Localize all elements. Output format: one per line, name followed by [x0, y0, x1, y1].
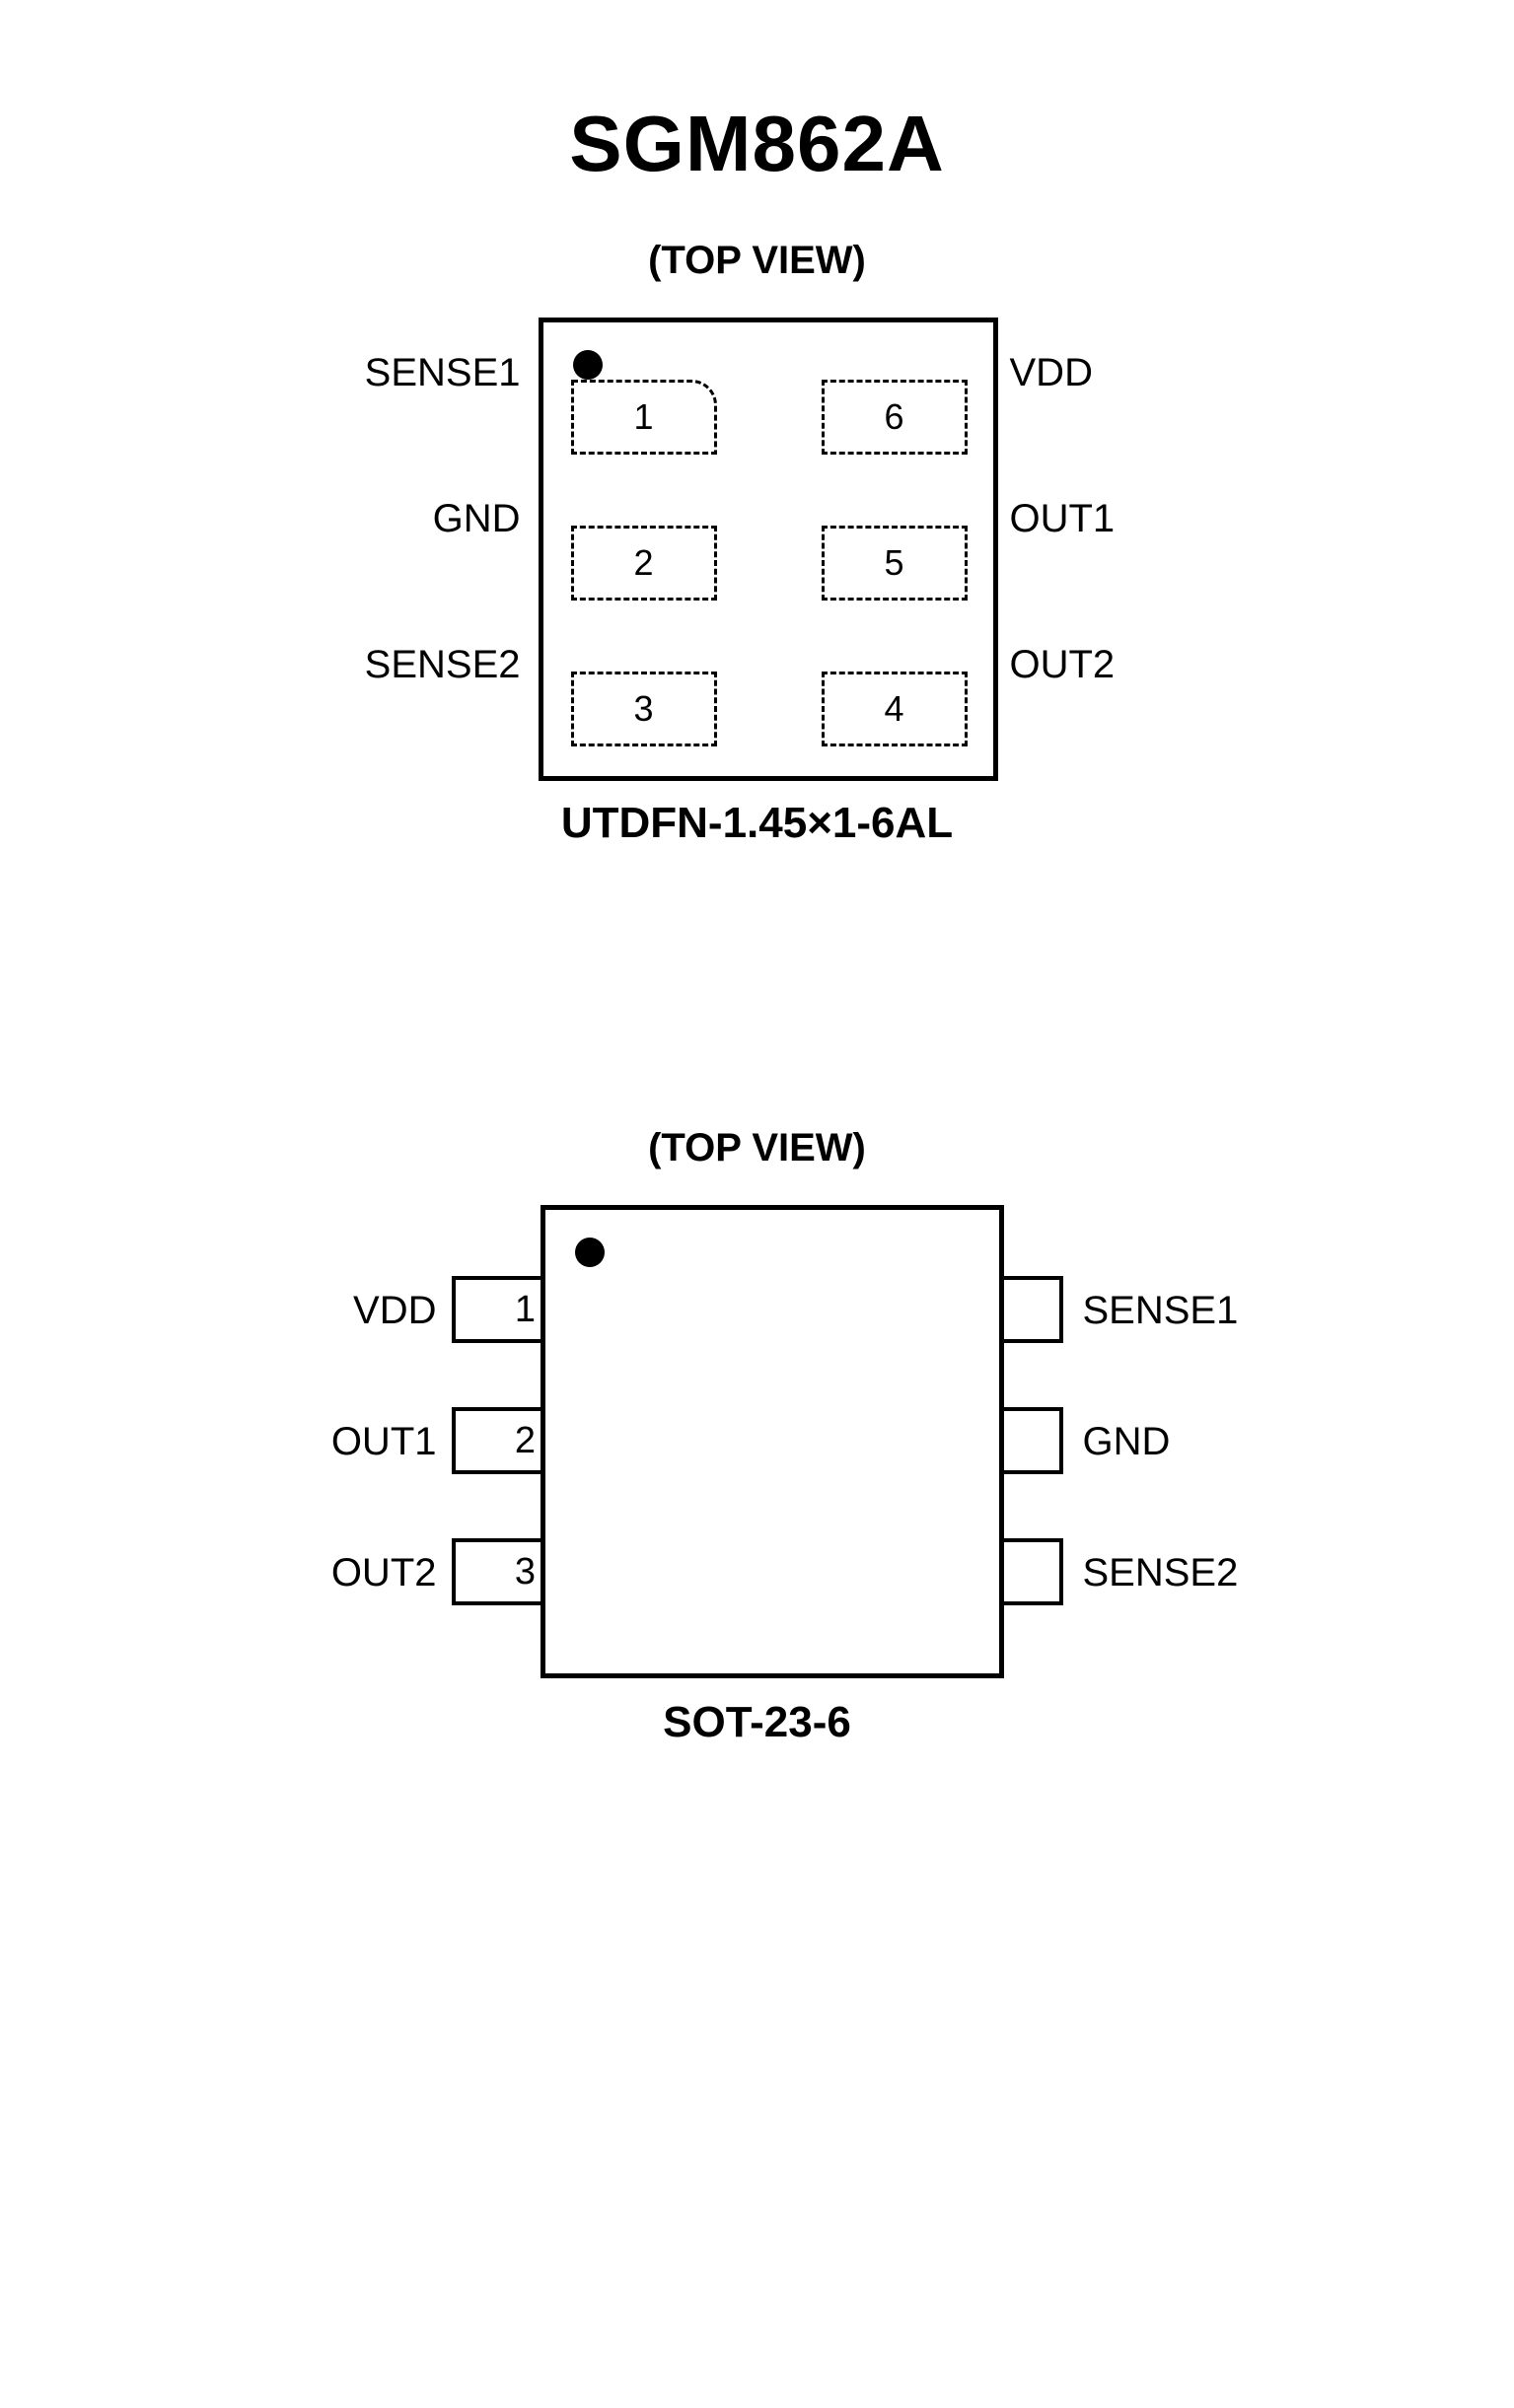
- pin-label-vdd-sot: VDD: [353, 1289, 437, 1332]
- view-label-sot23: (TOP VIEW): [648, 1126, 866, 1169]
- package-diagram-utdfn: [314, 239, 1201, 1097]
- pin-label-out1-sot: OUT1: [330, 1420, 437, 1463]
- view-label-utdfn: (TOP VIEW): [648, 239, 866, 282]
- lead-1: 1: [452, 1276, 600, 1343]
- pin-label-out2: OUT2: [1009, 643, 1116, 686]
- pin-label-sense2: SENSE2: [364, 643, 521, 686]
- pin-label-gnd: GND: [432, 497, 521, 540]
- lead-2: 2: [452, 1407, 600, 1474]
- package-name-sot23: SOT-23-6: [663, 1698, 851, 1746]
- pad-1: 1: [571, 380, 717, 455]
- pad-3: 3: [571, 672, 717, 746]
- pad-5: 5: [822, 526, 968, 601]
- pin-label-sense1-sot: SENSE1: [1082, 1289, 1239, 1332]
- package-body-utdfn: [539, 318, 998, 781]
- pad-4: 4: [822, 672, 968, 746]
- pin1-marker-dot-icon: [573, 350, 603, 380]
- pin-label-out2-sot: OUT2: [330, 1551, 437, 1594]
- pin-label-sense1: SENSE1: [364, 351, 521, 394]
- pad-6: 6: [822, 380, 968, 455]
- lead-3: 3: [452, 1538, 600, 1605]
- package-diagram-sot23: [215, 1126, 1300, 1816]
- pin-label-gnd-sot: GND: [1082, 1420, 1171, 1463]
- package-body-sot23: [541, 1205, 1004, 1678]
- package-name-utdfn: UTDFN-1.45×1-6AL: [560, 799, 954, 847]
- pin-label-vdd: VDD: [1009, 351, 1093, 394]
- pin-label-sense2-sot: SENSE2: [1082, 1551, 1239, 1594]
- page-title: SGM862A: [569, 100, 945, 187]
- pad-2: 2: [571, 526, 717, 601]
- pin-label-out1: OUT1: [1009, 497, 1116, 540]
- pin1-marker-dot-icon: [575, 1238, 605, 1267]
